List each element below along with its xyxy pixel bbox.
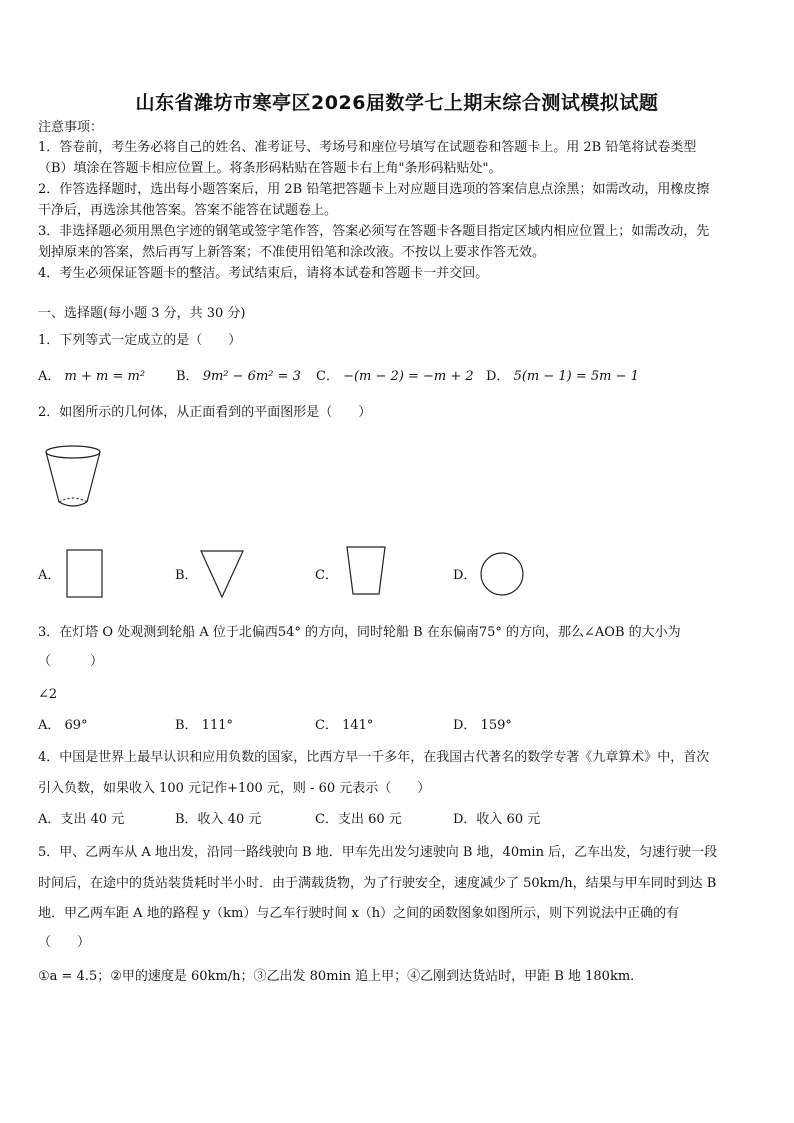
q3-stem: 3．在灯塔 O 处观测到轮船 A 位于北偏西54° 的方向，同时轮船 B 在东偏南75° 的方向，那么∠AOB 的大小为 [38, 625, 681, 640]
q4-stem-line1: 4．中国是世界上最早认识和应用负数的国家，比西方早一千多年，在我国古代著名的数学专著《九章算术》中，首次 [38, 750, 710, 765]
q1-option-a [38, 368, 145, 386]
cup-solid-figure [44, 444, 106, 510]
q3-paren: （ ） [38, 654, 104, 669]
q2-option-c-label: C． [315, 568, 338, 583]
rectangle-shape [66, 549, 104, 599]
option-expr: m + m = m² [64, 369, 146, 384]
q2-option-d-label: D． [453, 568, 477, 583]
q3-option-b: B． 111° [175, 718, 233, 733]
q4-stem-line2: 引入负数，如果收入 100 元记作+100 元，则 - 60 元表示（ ） [38, 781, 431, 796]
notice-heading: 注意事项： [38, 120, 104, 135]
q1-stem: 1．下列等式一定成立的是（ ） [38, 333, 242, 348]
option-label: B． [176, 369, 199, 384]
q1-option-b [176, 368, 301, 386]
notice-item: 2．作答选择题时，选出每小题答案后，用 2B 铅笔把答题卡上对应题目选项的答案信息点涂黑；如需改动，用橡皮擦 [38, 182, 710, 197]
q2-option-b-label: B． [175, 568, 198, 583]
q3-option-a: A． 69° [38, 718, 88, 733]
q1-option-d [486, 368, 639, 386]
q4-option-a: A．支出 40 元 [38, 812, 125, 827]
exam-title: 山东省潍坊市寒亭区2026届数学七上期末综合测试模拟试题 [135, 92, 659, 114]
notice-item: 3．非选择题必须用黑色字迹的钢笔或签字笔作答，答案必须写在答题卡各题目指定区域内相应位置上；如需改动，先 [38, 224, 710, 239]
q5-stem-line2: 时间后，在途中的货站装货耗时半小时．由于满载货物，为了行驶安全，速度减少了 50km/h，结果与甲车同时到达 B [38, 876, 717, 891]
q4-option-b: B．收入 40 元 [175, 812, 262, 827]
q4-option-d: D．收入 60 元 [453, 812, 541, 827]
q2-stem: 2．如图所示的几何体，从正面看到的平面图形是（ ） [38, 405, 372, 420]
notice-item: 4．考生必须保证答题卡的整洁。考试结束后，请将本试卷和答题卡一并交回。 [38, 266, 489, 281]
section-heading: 一、选择题(每小题 3 分，共 30 分) [38, 306, 246, 321]
q5-statements: ①a = 4.5；②甲的速度是 60km/h；③乙出发 80min 追上甲；④乙刚到达货站时，甲距 B 地 180km. [38, 969, 635, 984]
trapezoid-shape [345, 545, 387, 597]
q5-paren: （ ） [38, 935, 91, 950]
q4-option-c: C．支出 60 元 [315, 812, 402, 827]
notice-item: （B）填涂在答题卡相应位置上。将条形码粘贴在答题卡右上角"条形码粘贴处"。 [38, 161, 502, 176]
notice-item: 干净后，再选涂其他答案。答案不能答在试题卷上。 [38, 203, 338, 218]
q5-stem-line1: 5．甲、乙两车从 A 地出发，沿同一路线驶向 B 地．甲车先出发匀速驶向 B 地，40min 后，乙车出发，匀速行驶一段 [38, 845, 718, 860]
q5-stem-line3: 地．甲乙两车距 A 地的路程 y（km）与乙车行驶时间 x（h）之间的函数图象如图所示，则下列说法中正确的有 [38, 906, 680, 921]
q3-option-c: C． 141° [315, 718, 374, 733]
option-expr: 9m² − 6m² = 3 [202, 369, 301, 384]
notice-item: 划掉原来的答案，然后再写上新答案；不准使用铅笔和涂改液。不按以上要求作答无效。 [38, 245, 546, 260]
q3-extra: ∠2 [38, 687, 58, 702]
circle-shape [479, 551, 525, 597]
option-expr: −(m − 2) = −m + 2 [343, 369, 474, 384]
option-label: D． [486, 369, 510, 384]
inverted-triangle-shape [199, 549, 245, 599]
q2-option-a-label: A． [38, 568, 61, 583]
notice-item: 1．答卷前，考生务必将自己的姓名、准考证号、考场号和座位号填写在试题卷和答题卡上。用 2B 铅笔将试卷类型 [38, 140, 697, 155]
option-expr: 5(m − 1) = 5m − 1 [513, 369, 639, 384]
q1-option-c [316, 368, 474, 386]
q3-option-d: D． 159° [453, 718, 512, 733]
option-label: A． [38, 369, 61, 384]
option-label: C． [316, 369, 339, 384]
